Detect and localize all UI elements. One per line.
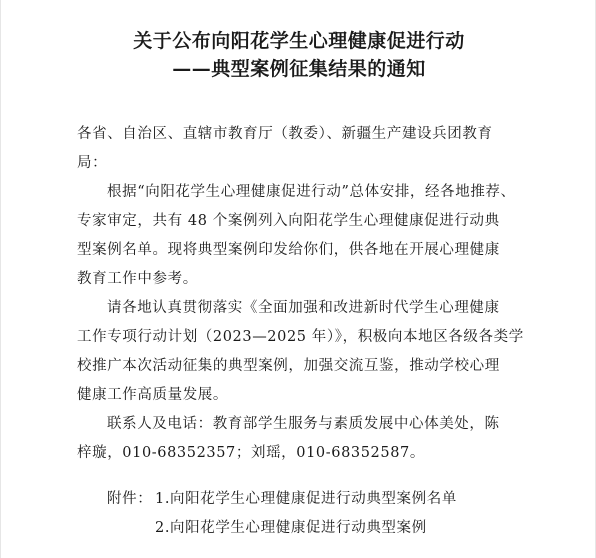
- attachments-label: 附件：: [107, 491, 153, 507]
- paragraph-1-line-2: 专家审定，共有 48 个案例列入向阳花学生心理健康促进行动典: [77, 213, 500, 229]
- paragraph-1-line-4: 教育工作中参考。: [77, 271, 198, 287]
- paragraph-2-line-4: 健康工作高质量发展。: [77, 387, 228, 403]
- salutation-line-2: 局：: [77, 155, 108, 171]
- attachment-item-2: 2.向阳花学生心理健康促进行动典型案例: [155, 520, 427, 536]
- document-title-line-2: ——典型案例征集结果的通知: [172, 58, 426, 80]
- contact-line-2: 梓璇，010-68352357；刘瑶，010-68352587。: [77, 445, 425, 461]
- paragraph-1-line-3: 型案例名单。现将典型案例印发给你们，供各地在开展心理健康: [77, 242, 500, 258]
- paragraph-1-line-1: 根据“向阳花学生心理健康促进行动”总体安排，经各地推荐、: [107, 184, 516, 200]
- salutation-line-1: 各省、自治区、直辖市教育厅（教委）、新疆生产建设兵团教育: [77, 126, 493, 142]
- paragraph-2-line-3: 校推广本次活动征集的典型案例，加强交流互鉴，推动学校心理: [77, 358, 500, 374]
- contact-line-1: 联系人及电话：教育部学生服务与素质发展中心体美处，陈: [107, 416, 500, 432]
- attachment-item-1: 1.向阳花学生心理健康促进行动典型案例名单: [155, 491, 457, 507]
- document-title-line-1: 关于公布向阳花学生心理健康促进行动: [133, 30, 465, 52]
- paragraph-2-line-1: 请各地认真贯彻落实《全面加强和改进新时代学生心理健康: [107, 300, 500, 316]
- paragraph-2-line-2: 工作专项行动计划（2023—2025 年）》，积极向本地区各级各类学: [77, 329, 524, 345]
